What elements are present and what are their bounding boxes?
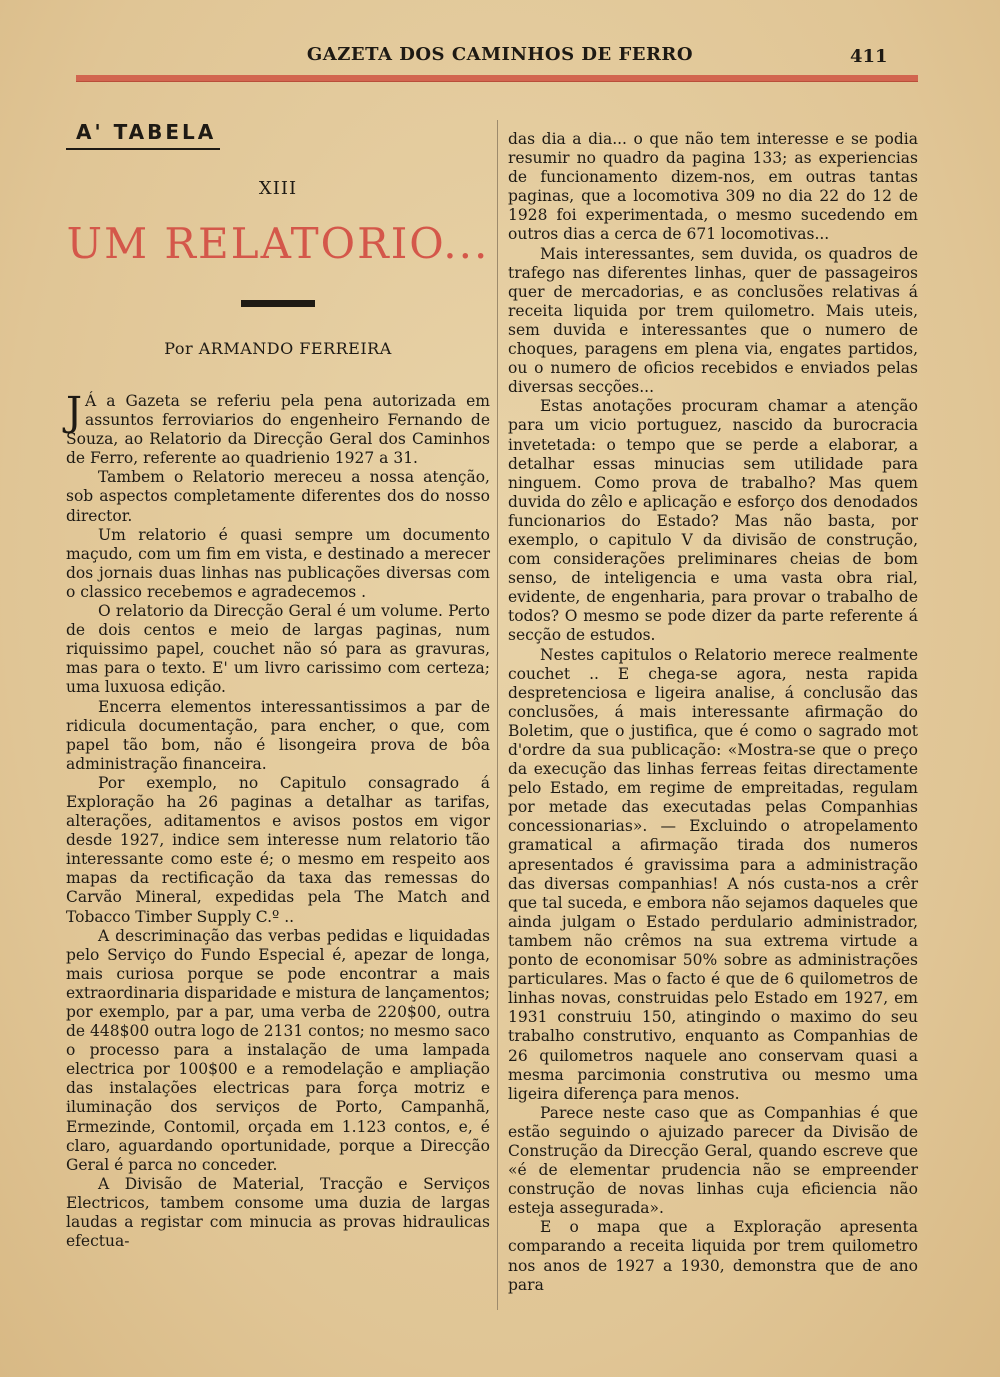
left-column <box>66 120 490 1251</box>
chapter-number: XIII <box>258 178 298 199</box>
running-head: GAZETA DOS CAMINHOS DE FERRO <box>306 44 694 65</box>
article-title: UM RELATORIO... <box>66 219 490 268</box>
paragraph: Por exemplo, no Capitulo consagrado á Exploração ha 26 paginas a detalhar as tarifas, alterações, aditamentos e avisos postos em vigor desde 1927, indice sem interesse num relatorio tão interessante como este é; o mesmo em respeito aos mapas da rectificação da taxa das remessas do Carvão Mineral, expedidas pela The Match and Tobacco Timber Supply C.º .. <box>66 773 490 926</box>
paragraph: Parece neste caso que as Companhias é que estão seguindo o ajuizado parecer da Divisão de Construção da Direcção Geral, quando escreve que «é de elementar prudencia não se empreender construção de novas linhas cuja eficiencia não esteja assegurada». <box>508 1103 918 1218</box>
paragraph: Nestes capitulos o Relatorio merece realmente couchet .. E chega-se agora, nesta rapida despretenciosa e ligeira analise, á conclusão das conclusões, á mais interessante afirmação do Boletim, que o justifica, que é como o sagrado mot d'ordre da sua publicação: «Mostra-se que o preço da execução das linhas ferreas feitas directamente pelo Estado, em regime de empreitadas, regulam por metade das executadas pelas Companhias concessionarias». — Excluindo o atropelamento gramatical a afirmação tirada dos numeros apresentados é gravissima para a administração das diversas companhias! A nós custa-nos a crêr que tal suceda, e embora não sejamos daqueles que ainda julgam o Estado perdulario administrador, tambem não crêmos na sua extrema virtude a ponto de economisar 50% sobre as administrações particulares. Mas o facto é que de 6 quilometros de linhas novas, construidas pelo Estado em 1927, em 1931 construiu 150, atingindo o maximo do seu trabalho construtivo, enquanto as Companhias de 26 quilometros naquele ano conservam quasi a mesma parcimonia construtiva ou mesmo uma ligeira diferença para menos. <box>508 645 918 1103</box>
byline: Por ARMANDO FERREIRA <box>164 339 392 358</box>
right-column <box>508 130 918 1295</box>
title-divider <box>241 300 315 307</box>
paragraph: Tambem o Relatorio mereceu a nossa atenção, sob aspectos completamente diferentes dos do nosso director. <box>66 468 490 525</box>
paragraph: A descriminação das verbas pedidas e liquidadas pelo Serviço do Fundo Especial é, apezar de longa, mais curiosa porque se pode encontrar a mais extraordinaria disparidade e mistura de lançamentos; por exemplo, par a par, uma verba de 220$00, outra de 448$00 outra logo de 2131 contos; no mesmo saco o processo para a instalação de uma lampada electrica por 100$00 e a remodelação e ampliação das instalações electricas para força motriz e iluminação dos serviços de Porto, Campanhã, Ermezinde, Contomil, orçada em 1.123 contos, e, é claro, aguardando oportunidade, porque a Direcção Geral é parca no conceder. <box>66 926 490 1174</box>
paragraph: Encerra elementos interessantissimos a par de ridicula documentação, para encher, o que, com papel tão bom, não é lisongeira prova de bôa administração financeira. <box>66 697 490 773</box>
paragraph: J Á a Gazeta se referiu pela pena autorizada em assuntos ferroviarios do engenheiro Fernando de Souza, ao Relatorio da Direcção Geral dos Caminhos de Ferro, referente ao quadrienio 1927 a 31. <box>66 389 490 468</box>
header-rule <box>76 75 918 82</box>
section-label: A' TABELA <box>66 120 220 150</box>
paragraph: das dia a dia... o que não tem interesse e se podia resumir no quadro da pagina 133; as experiencias de funcionamento dizem-nos, em outras tantas paginas, que a locomotiva 309 no dia 22 do 12 de 1928 foi experimentada, o mesmo sucedendo em outros dias a cerca de 671 locomotivas... <box>508 130 918 244</box>
drop-cap: J <box>66 389 83 435</box>
paragraph: O relatorio da Direcção Geral é um volume. Perto de dois centos e meio de largas paginas, num riquissimo papel, couchet não só para as gravuras, mas para o texto. E' um livro carissimo com certeza; uma luxuosa edição. <box>66 602 490 697</box>
column-divider <box>497 120 498 1310</box>
right-column-text <box>508 130 918 1295</box>
page-number: 411 <box>850 46 888 67</box>
paragraph: Estas anotações procuram chamar a atenção para um vicio portuguez, nascido da burocracia invetetada: o tempo que se perde a elaborar, a detalhar essas minucias sem utilidade para ninguem. Como prova de trabalho? Mas quem duvida do zêlo e aplicação e esforço dos denodados funcionarios do Estado? Mas não basta, por exemplo, o capitulo V da divisão de construção, com considerações preliminares cheias de bom senso, de inteligencia e uma vasta obra rial, evidente, de engenharia, para provar o trabalho de todos? O mesmo se pode dizer da parte referente á secção de estudos. <box>508 397 918 645</box>
paragraph: Um relatorio é quasi sempre um documento maçudo, com um fim em vista, e destinado a merecer dos jornais duas linhas nas publicações diversas com o classico recebemos e agradecemos . <box>66 525 490 601</box>
paragraph: E o mapa que a Exploração apresenta comparando a receita liquida por trem quilometro nos anos de 1927 a 1930, demonstra que de ano para <box>508 1218 918 1294</box>
paragraph: A Divisão de Material, Tracção e Serviços Electricos, tambem consome uma duzia de largas laudas a registar com minucia as provas hidraulicas efectua- <box>66 1174 490 1251</box>
paragraph: Mais interessantes, sem duvida, os quadros de trafego nas diferentes linhas, quer de passageiros quer de mercadorias, e as conclusões relativas á receita liquida por trem quilometro. Mais uteis, sem duvida e interessantes que o numero de choques, paragens em plena via, engates partidos, ou o numero de oficios recebidos e enviados pelas diversas secções... <box>508 244 918 397</box>
left-column-text <box>66 389 490 1251</box>
